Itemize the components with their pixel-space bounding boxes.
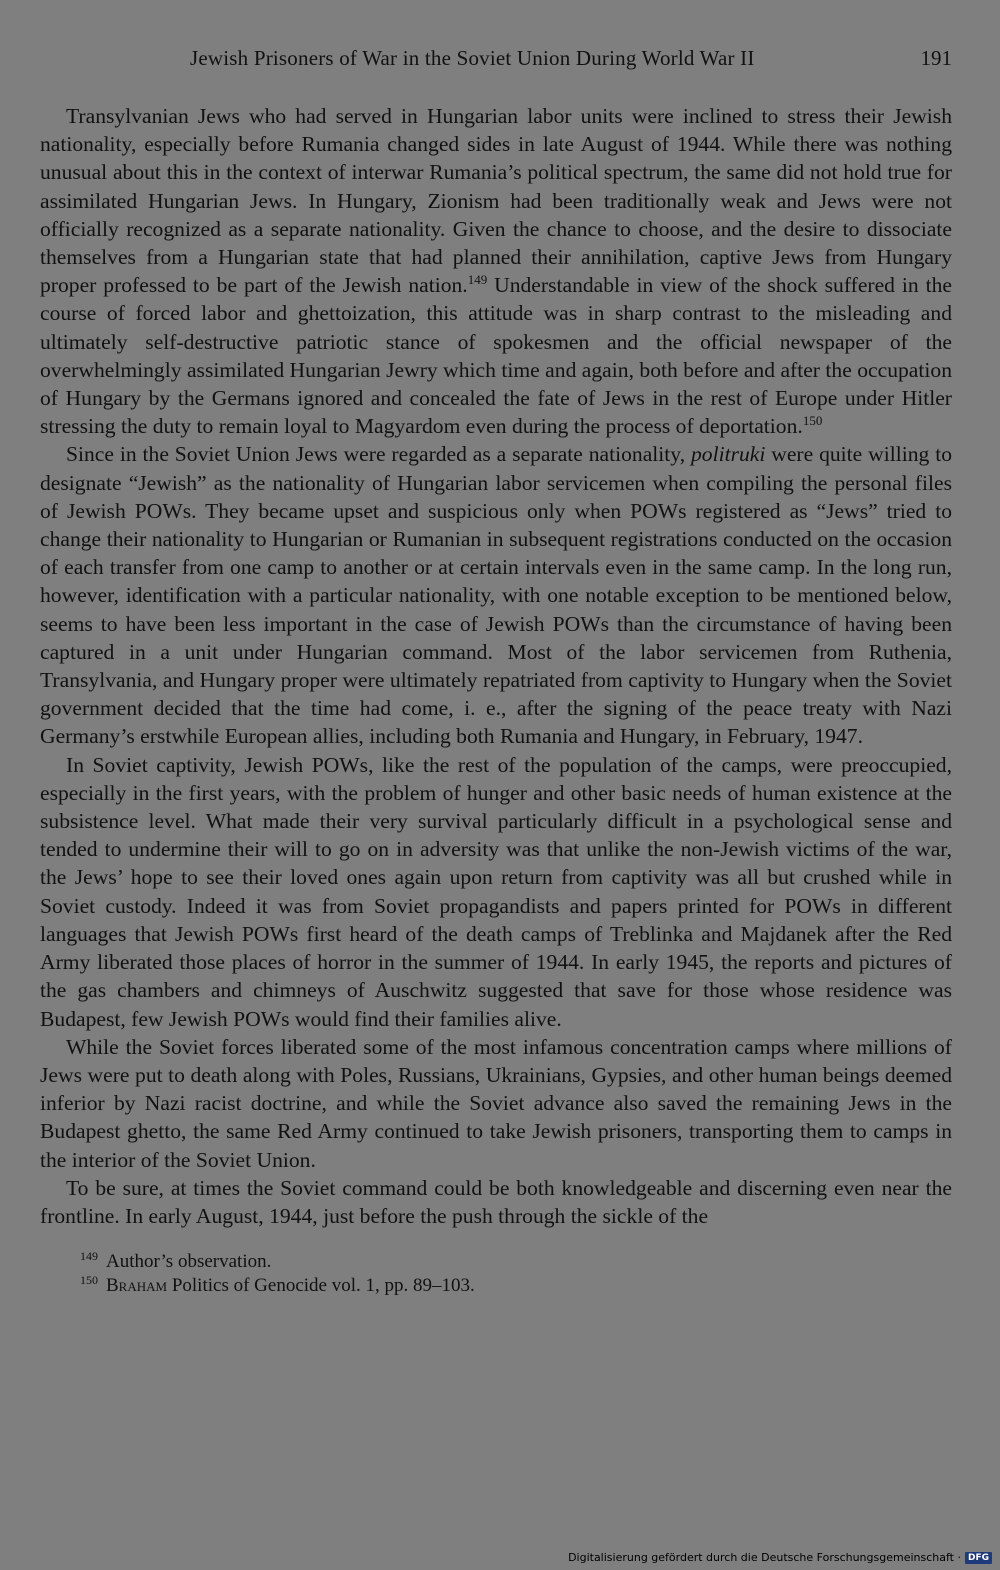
paragraph-1-text-b: Understandable in view of the shock suffered in the course of forced labor and ghettoization, this attitude was in sharp contrast to the misleading and ultimately self-destructive patriotic stance of spokesmen and the official newspaper of the overwhelmingly assimilated Hungarian Jewry which time and again, both before and after the occupation of Hungary by the Germans ignored and concealed the fate of Jews in the rest of Europe under Hitler stressing the duty to remain loyal to Magyardom even during the process of deportation. <box>40 273 952 439</box>
paragraph-1 <box>40 102 952 440</box>
footnote-number: 149 <box>80 1248 98 1263</box>
credit-text: Digitalisierung gefördert durch die Deutsche Forschungsgemeinschaft · <box>568 1551 961 1564</box>
dfg-logo: DFG <box>965 1552 992 1564</box>
paragraph-4: While the Soviet forces liberated some of the most infamous concentration camps where millions of Jews were put to death along with Poles, Russians, Ukrainians, Gypsies, and other human beings deemed inferior by Nazi racist doctrine, and while the Soviet advance also saved the remaining Jews in the Budapest ghetto, the same Red Army continued to take Jewish prisoners, transporting them to camps in the interior of the Soviet Union. <box>40 1034 952 1172</box>
paragraph-2-text-b: were quite willing to designate “Jewish” as the nationality of Hungarian labor servicemen when compiling the personal files of Jewish POWs. They became upset and suspicious only when POWs registered as “Jews” tried to change their nationality to Hungarian or Rumanian in subsequent registrations conducted on the occasion of each transfer from one camp to another or at certain intervals even in the same camp. In the long run, however, identification with a particular nationality, with one notable exception to be mentioned below, seems to have been less important in the case of Jewish POWs than the circumstance of having been captured in a unit under Hungarian command. Most of the labor servicemen from Ruthenia, Transylvania, and Hungary proper were ultimately repatriated from captivity to Hungary when the Soviet government decided that the time had come, i. e., after the signing of the peace treaty with Nazi Germany’s erstwhile European allies, including both Rumania and Hungary, in February, 1947. <box>40 442 952 749</box>
paragraph-2-text-a: Since in the Soviet Union Jews were regarded as a separate nationality, <box>66 442 691 467</box>
footnotes <box>40 1250 952 1298</box>
footnote-ref-150: 150 <box>802 413 823 429</box>
running-title: Jewish Prisoners of War in the Soviet Union During World War II <box>190 46 755 70</box>
footnote-150 <box>40 1274 952 1298</box>
paragraph-1-text-a: Transylvanian Jews who had served in Hungarian labor units were inclined to stress their Jewish nationality, especially before Rumania changed sides in late August of 1944. While there was nothing unusual about this in the context of interwar Rumania’s political spectrum, the same did not hold true for assimilated Hungarian Jews. In Hungary, Zionism had been traditionally weak and Jews were not officially recognized as a separate nationality. Given the chance to choose, and the desire to dissociate themselves from a Hungarian state that had planned their annihilation, captive Jews from Hungary proper professed to be part of the Jewish nation. <box>40 104 952 298</box>
paragraph-2 <box>40 440 952 750</box>
digitization-credit <box>568 1551 992 1564</box>
body-text <box>40 102 952 1230</box>
footnote-number: 150 <box>80 1272 98 1287</box>
page-number: 191 <box>920 46 952 70</box>
paragraph-5: To be sure, at times the Soviet command could be both knowledgeable and discerning even near the frontline. In early August, 1944, just before the push through the sickle of the <box>40 1175 952 1228</box>
footnote-ref-149: 149 <box>467 272 488 288</box>
running-head <box>40 40 952 76</box>
italic-term: politruki <box>690 442 766 467</box>
footnote-149 <box>40 1250 952 1274</box>
paragraph-3: In Soviet captivity, Jewish POWs, like the rest of the population of the camps, were preoccupied, especially in the first years, with the problem of hunger and other basic needs of human existence at the subsistence level. What made their very survival particularly difficult in a psychological sense and tended to undermine their will to go on in adversity was that unlike the non-Jewish victims of the war, the Jews’ hope to see their loved ones again upon return from captivity was all but crushed while in Soviet custody. Indeed it was from Soviet propagandists and papers printed for POWs in different languages that Jewish POWs first heard of the death camps of Treblinka and Majdanek after the Red Army liberated those places of horror in the summer of 1944. In early 1945, the reports and pictures of the gas chambers and chimneys of Auschwitz suggested that save for those whose residence was Budapest, few Jewish POWs would find their families alive. <box>40 752 952 1031</box>
footnote-text: Author’s observation. <box>106 1251 272 1273</box>
footnote-author: Braham <box>106 1275 168 1297</box>
book-page <box>40 40 952 1298</box>
footnote-text: Politics of Genocide vol. 1, pp. 89–103. <box>167 1275 475 1297</box>
